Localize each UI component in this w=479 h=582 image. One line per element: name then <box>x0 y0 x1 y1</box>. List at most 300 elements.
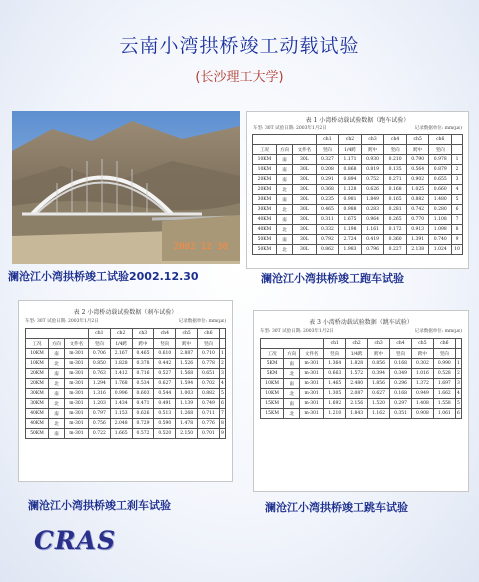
table-cell: 南 <box>276 165 292 175</box>
table-cell: 0.564 <box>406 165 429 175</box>
table-cell: 40KM <box>26 419 49 429</box>
table-cell: 0.655 <box>429 175 452 185</box>
doc-title: 表 3 小湾桥动载试验数据（跳车试验） <box>309 319 413 326</box>
table-row <box>26 429 226 439</box>
doc-meta-left: 车型: 30T 试验日期: 2003年1月2日 <box>25 319 99 324</box>
table-cell: 0.297 <box>390 399 412 409</box>
table-cell: 0.710 <box>198 349 220 359</box>
table-cell: 20KM <box>253 175 277 185</box>
table-cell: 10KM <box>253 155 277 165</box>
table-cell: 5 <box>219 389 225 399</box>
table-cell: 10KM <box>253 165 277 175</box>
table-panel-running <box>246 111 469 269</box>
table-header-row <box>26 329 226 339</box>
cras-logo: CRAS <box>34 526 117 555</box>
table-cell: 0.513 <box>154 409 176 419</box>
header-cell: ch5 <box>411 339 433 349</box>
table-cell: 30L <box>293 185 317 195</box>
table-cell: 1.016 <box>411 369 433 379</box>
table-cell: 1.316 <box>88 389 110 399</box>
table-cell: 0.368 <box>316 185 339 195</box>
table-cell: 0.491 <box>154 399 176 409</box>
table-row <box>253 205 463 215</box>
table-cell: 1.520 <box>368 399 390 409</box>
table-cell: 0.882 <box>406 195 429 205</box>
header-cell: 工况 <box>26 339 49 349</box>
header-cell: 方向 <box>284 349 300 359</box>
table-cell: 南 <box>49 349 65 359</box>
table-cell: 0.165 <box>384 195 407 205</box>
table-cell: m-301 <box>64 359 88 369</box>
table-cell: 2.150 <box>176 429 198 439</box>
table-cell: m-301 <box>299 409 323 419</box>
table-cell: 0.168 <box>390 359 412 369</box>
header-cell: 竖向 <box>154 339 176 349</box>
table-cell: 0.296 <box>390 379 412 389</box>
header-cell: 1/4跨 <box>110 339 132 349</box>
table-cell: 1.305 <box>324 389 346 399</box>
table-cell: 0.302 <box>411 359 433 369</box>
table-cell: 6 <box>455 409 461 419</box>
table-cell: 20KM <box>253 185 277 195</box>
table-cell: 9 <box>219 429 225 439</box>
table-row <box>26 359 226 369</box>
table-cell: 0.902 <box>406 175 429 185</box>
table-row <box>261 389 462 399</box>
header-cell: 跨中 <box>368 349 390 359</box>
table-cell: 7 <box>219 409 225 419</box>
table-cell: 1.025 <box>406 185 429 195</box>
table-cell: 5KM <box>261 369 284 379</box>
table-cell: 40KM <box>26 409 49 419</box>
table-cell: 10KM <box>26 349 49 359</box>
table-row <box>253 165 463 175</box>
table-cell: 0.572 <box>132 429 154 439</box>
table-cell: 0.729 <box>132 419 154 429</box>
table-cell: 2.167 <box>110 349 132 359</box>
table-cell: 0.135 <box>384 165 407 175</box>
table-cell: 1.434 <box>110 399 132 409</box>
table-cell: 1.478 <box>176 419 198 429</box>
table-cell: 2.887 <box>176 349 198 359</box>
header-cell: 竖向 <box>324 349 346 359</box>
table-cell: 0.978 <box>429 155 452 165</box>
table-cell: 1.568 <box>176 369 198 379</box>
header-cell: 文件名 <box>64 339 88 349</box>
table-cell: 南 <box>49 389 65 399</box>
table-cell: 0.281 <box>384 205 407 215</box>
table-panel-jumping <box>253 310 469 492</box>
header-cell: ch2 <box>346 339 368 349</box>
table-cell: 30L <box>293 175 317 185</box>
header-cell: ch2 <box>339 135 362 145</box>
table-cell: 1.849 <box>361 195 384 205</box>
table-cell: 1.408 <box>411 399 433 409</box>
table-cell: m-301 <box>299 379 323 389</box>
table-cell: 2.156 <box>346 399 368 409</box>
table-cell: m-301 <box>299 389 323 399</box>
table-cell: 6 <box>219 399 225 409</box>
table-cell: 1.098 <box>429 225 452 235</box>
table-cell: 2 <box>452 165 463 175</box>
table-cell: m-301 <box>64 429 88 439</box>
table-panel-braking <box>18 300 233 482</box>
table-cell: 0.776 <box>198 419 220 429</box>
table-header-row <box>253 145 463 155</box>
table-cell: 1 <box>219 349 225 359</box>
table-cell: 1.558 <box>433 399 455 409</box>
page-title: 云南小湾拱桥竣工动载试验 <box>119 35 360 57</box>
table-cell: 0.882 <box>198 389 220 399</box>
header-cell: ch1 <box>324 339 346 349</box>
header-cell <box>219 329 225 339</box>
table-cell: 30L <box>293 225 317 235</box>
table-cell: 30L <box>293 245 317 255</box>
table-row <box>26 409 226 419</box>
header-cell: ch6 <box>198 329 220 339</box>
table-cell: m-301 <box>64 379 88 389</box>
table-cell: 2.138 <box>406 245 429 255</box>
table-cell: 南 <box>49 429 65 439</box>
table-cell: 南 <box>49 409 65 419</box>
table-row <box>26 349 226 359</box>
table-cell: 1.665 <box>110 429 132 439</box>
table-row <box>253 235 463 245</box>
header-cell: ch4 <box>384 135 407 145</box>
table-row <box>253 155 463 165</box>
table-cell: 0.819 <box>361 165 384 175</box>
table-cell: 2.048 <box>110 419 132 429</box>
table-cell: 3 <box>452 175 463 185</box>
table-cell: 1.128 <box>339 185 362 195</box>
table-cell: 0.908 <box>411 409 433 419</box>
table-cell: 1.843 <box>346 409 368 419</box>
table-cell: 1.210 <box>324 409 346 419</box>
table-cell: m-301 <box>64 389 88 399</box>
panel-caption-running: 澜沧江小湾拱桥竣工跑车试验 <box>261 272 404 285</box>
table-cell: 0.742 <box>406 205 429 215</box>
table-header-row <box>253 135 463 145</box>
table-cell: 0.172 <box>384 225 407 235</box>
table-cell: 北 <box>276 205 292 215</box>
table-cell: m-301 <box>64 349 88 359</box>
table-cell: 0.913 <box>406 225 429 235</box>
data-table <box>25 328 226 439</box>
table-cell: 0.990 <box>433 359 455 369</box>
table-cell: 0.465 <box>316 205 339 215</box>
header-cell: 竖向 <box>198 339 220 349</box>
table-cell: 0.988 <box>339 205 362 215</box>
table-cell: 0.792 <box>316 235 339 245</box>
table-cell: 0.332 <box>316 225 339 235</box>
photo-caption: 澜沧江小湾拱桥竣工试验2002.12.30 <box>8 270 199 283</box>
table-header-row <box>261 349 462 359</box>
doc-meta-right: 记录数据单位: mm(με) <box>414 126 462 131</box>
doc-title: 表 2 小湾桥动载试验数据（刹车试验） <box>73 309 178 316</box>
table-cell: 0.756 <box>88 419 110 429</box>
table-cell: 0.749 <box>198 399 220 409</box>
table-cell: 10KM <box>26 359 49 369</box>
header-cell: 方向 <box>49 339 65 349</box>
table-cell: 1.171 <box>339 155 362 165</box>
table-cell: 南 <box>276 215 292 225</box>
table-cell: m-301 <box>299 369 323 379</box>
table-row <box>26 369 226 379</box>
table-row <box>26 399 226 409</box>
header-cell: ch5 <box>176 329 198 339</box>
table-cell: 0.520 <box>154 429 176 439</box>
table-row <box>253 195 463 205</box>
header-cell: 竖向 <box>316 145 339 155</box>
table-cell: 0.627 <box>368 389 390 399</box>
table-cell: 0.311 <box>316 215 339 225</box>
table-cell: 2.087 <box>346 389 368 399</box>
table-cell: 南 <box>284 399 300 409</box>
table-cell: 1.572 <box>346 369 368 379</box>
header-cell: 跨中 <box>361 145 384 155</box>
table-cell: 7 <box>452 215 463 225</box>
table-cell: 1.268 <box>176 409 198 419</box>
table-cell: 0.778 <box>198 359 220 369</box>
table-cell: 0.706 <box>88 349 110 359</box>
data-table <box>252 134 463 255</box>
doc-title: 表 1 小湾桥动载试验数据（跑车试验） <box>305 117 410 124</box>
table-row <box>261 379 462 389</box>
table-row <box>261 399 462 409</box>
header-cell: ch6 <box>429 135 452 145</box>
table-cell: 1.828 <box>346 359 368 369</box>
table-cell: 3 <box>455 379 461 389</box>
table-cell: 北 <box>49 359 65 369</box>
header-cell: 竖向 <box>429 145 452 155</box>
table-cell: 8 <box>219 419 225 429</box>
table-cell: 0.790 <box>406 155 429 165</box>
bridge-photo <box>12 111 240 264</box>
table-row <box>253 245 463 255</box>
table-cell: 北 <box>276 225 292 235</box>
table-cell: 1.594 <box>176 379 198 389</box>
table-cell: 1.024 <box>429 245 452 255</box>
table-cell: m-301 <box>64 409 88 419</box>
table-cell: 1.161 <box>361 225 384 235</box>
header-cell <box>26 329 89 339</box>
header-cell: 跨中 <box>411 349 433 359</box>
table-cell: 0.471 <box>132 399 154 409</box>
header-cell: ch4 <box>154 329 176 339</box>
table-cell: 0.394 <box>368 369 390 379</box>
table-cell: 1.768 <box>110 379 132 389</box>
table-cell: 1.108 <box>429 215 452 225</box>
header-cell: 1/4跨 <box>346 349 368 359</box>
table-cell: 南 <box>276 155 292 165</box>
table-cell: 0.271 <box>384 175 407 185</box>
table-cell: 北 <box>276 185 292 195</box>
table-cell: 0.227 <box>384 245 407 255</box>
table-cell: 0.722 <box>88 429 110 439</box>
table-cell: 北 <box>49 419 65 429</box>
table-cell: m-301 <box>64 399 88 409</box>
table-cell: 1.526 <box>176 359 198 369</box>
table-cell: 0.208 <box>316 165 339 175</box>
table-cell: 1.480 <box>429 195 452 205</box>
table-cell: 1 <box>455 359 461 369</box>
table-cell: 0.627 <box>154 379 176 389</box>
table-row <box>261 369 462 379</box>
table-cell: 1 <box>452 155 463 165</box>
header-cell: ch1 <box>88 329 110 339</box>
table-cell: 20KM <box>26 379 49 389</box>
header-cell <box>452 135 463 145</box>
table-cell: 1.294 <box>88 379 110 389</box>
table-cell: 4 <box>219 379 225 389</box>
table-cell: 9 <box>452 235 463 245</box>
table-cell: 0.360 <box>384 235 407 245</box>
table-cell: 50KM <box>253 245 277 255</box>
table-row <box>26 379 226 389</box>
table-cell: 南 <box>284 359 300 369</box>
table-cell: 1.662 <box>433 389 455 399</box>
table-cell: 4 <box>455 389 461 399</box>
table-cell: 0.603 <box>132 389 154 399</box>
table-cell: 0.168 <box>384 185 407 195</box>
table-cell: 北 <box>276 245 292 255</box>
table-cell: m-301 <box>299 359 323 369</box>
table-cell: 0.168 <box>390 389 412 399</box>
table-cell: 0.797 <box>88 409 110 419</box>
header-cell: ch3 <box>368 339 390 349</box>
table-cell: 0.930 <box>361 155 384 165</box>
table-cell: 5 <box>455 399 461 409</box>
table-row <box>26 389 226 399</box>
table-cell: 0.949 <box>411 389 433 399</box>
table-cell: 50KM <box>26 429 49 439</box>
table-cell: m-301 <box>299 399 323 409</box>
header-cell: 工况 <box>253 145 277 155</box>
table-cell: 0.850 <box>88 359 110 369</box>
table-cell: m-301 <box>64 419 88 429</box>
table-cell: 北 <box>49 399 65 409</box>
table-cell: 南 <box>49 369 65 379</box>
table-cell: 0.349 <box>390 369 412 379</box>
header-cell: 跨中 <box>406 145 429 155</box>
photo-date-stamp: 2002 12 30 <box>173 242 228 252</box>
table-cell: 0.862 <box>316 245 339 255</box>
table-cell: 30L <box>293 165 317 175</box>
table-cell: 0.544 <box>154 389 176 399</box>
header-cell <box>253 135 317 145</box>
table-cell: 北 <box>284 389 300 399</box>
table-cell: 0.419 <box>361 235 384 245</box>
table-cell: 0.796 <box>361 245 384 255</box>
table-cell: 2 <box>455 369 461 379</box>
doc-meta-right: 记录数据单位: mm(με) <box>414 329 462 334</box>
table-cell: 0.442 <box>154 359 176 369</box>
header-cell: 竖向 <box>384 145 407 155</box>
table-header-row <box>26 339 226 349</box>
header-cell: ch3 <box>132 329 154 339</box>
data-table <box>260 338 462 419</box>
table-cell: 0.702 <box>198 379 220 389</box>
table-row <box>253 225 463 235</box>
table-cell: 1.372 <box>411 379 433 389</box>
table-row <box>253 185 463 195</box>
table-cell: 1.675 <box>339 215 362 225</box>
header-cell: 竖向 <box>390 349 412 359</box>
doc-meta-right: 记录数据单位: mm(με) <box>178 319 226 324</box>
table-cell: 6 <box>452 205 463 215</box>
table-cell: 30KM <box>253 205 277 215</box>
table-cell: 1.983 <box>339 245 362 255</box>
table-cell: 0.856 <box>368 359 390 369</box>
table-cell: 1.412 <box>110 369 132 379</box>
table-cell: 南 <box>276 175 292 185</box>
header-cell: ch4 <box>390 339 412 349</box>
header-cell <box>261 339 324 349</box>
table-row <box>261 359 462 369</box>
table-row <box>253 215 463 225</box>
header-cell <box>452 145 463 155</box>
table-cell: 0.868 <box>339 165 362 175</box>
table-cell: 1.364 <box>324 359 346 369</box>
table-cell: 0.610 <box>154 349 176 359</box>
table-cell: 0.265 <box>384 215 407 225</box>
table-cell: 0.626 <box>132 409 154 419</box>
table-cell: 10KM <box>261 389 284 399</box>
header-cell: 竖向 <box>433 349 455 359</box>
table-cell: 0.752 <box>361 175 384 185</box>
table-cell: 1.465 <box>324 379 346 389</box>
table-cell: 1.061 <box>433 409 455 419</box>
table-cell: 0.528 <box>433 369 455 379</box>
header-cell: ch5 <box>406 135 429 145</box>
table-cell: 2.480 <box>346 379 368 389</box>
table-cell: 0.283 <box>361 205 384 215</box>
table-cell: 0.210 <box>384 155 407 165</box>
header-cell: 工况 <box>261 349 284 359</box>
doc-meta-left: 车型: 30T 试验日期: 2003年1月2日 <box>253 126 327 131</box>
table-cell: 0.534 <box>132 379 154 389</box>
table-cell: 0.763 <box>88 369 110 379</box>
table-cell: 30L <box>293 235 317 245</box>
page-subtitle: (长沙理工大学) <box>195 70 284 85</box>
table-cell: 0.235 <box>316 195 339 205</box>
header-cell <box>219 339 225 349</box>
table-cell: 30L <box>293 155 317 165</box>
table-cell: 20KM <box>26 369 49 379</box>
table-cell: 15KM <box>261 399 284 409</box>
header-cell: ch6 <box>433 339 455 349</box>
header-cell: 跨中 <box>132 339 154 349</box>
table-row <box>253 175 463 185</box>
table-cell: 1.153 <box>110 409 132 419</box>
table-cell: 5KM <box>261 359 284 369</box>
table-cell: 1.203 <box>88 399 110 409</box>
table-cell: 0.716 <box>132 369 154 379</box>
table-cell: 4 <box>452 185 463 195</box>
table-cell: 1.697 <box>433 379 455 389</box>
header-cell: ch3 <box>361 135 384 145</box>
header-cell: 方向 <box>276 145 292 155</box>
table-header-row <box>261 339 462 349</box>
table-cell: 南 <box>284 379 300 389</box>
table-cell: 0.894 <box>339 175 362 185</box>
table-cell: 3 <box>219 369 225 379</box>
table-cell: 南 <box>276 235 292 245</box>
table-cell: 0.590 <box>154 419 176 429</box>
table-cell: 1.162 <box>368 409 390 419</box>
table-cell: 30KM <box>26 399 49 409</box>
table-cell: 2 <box>219 359 225 369</box>
